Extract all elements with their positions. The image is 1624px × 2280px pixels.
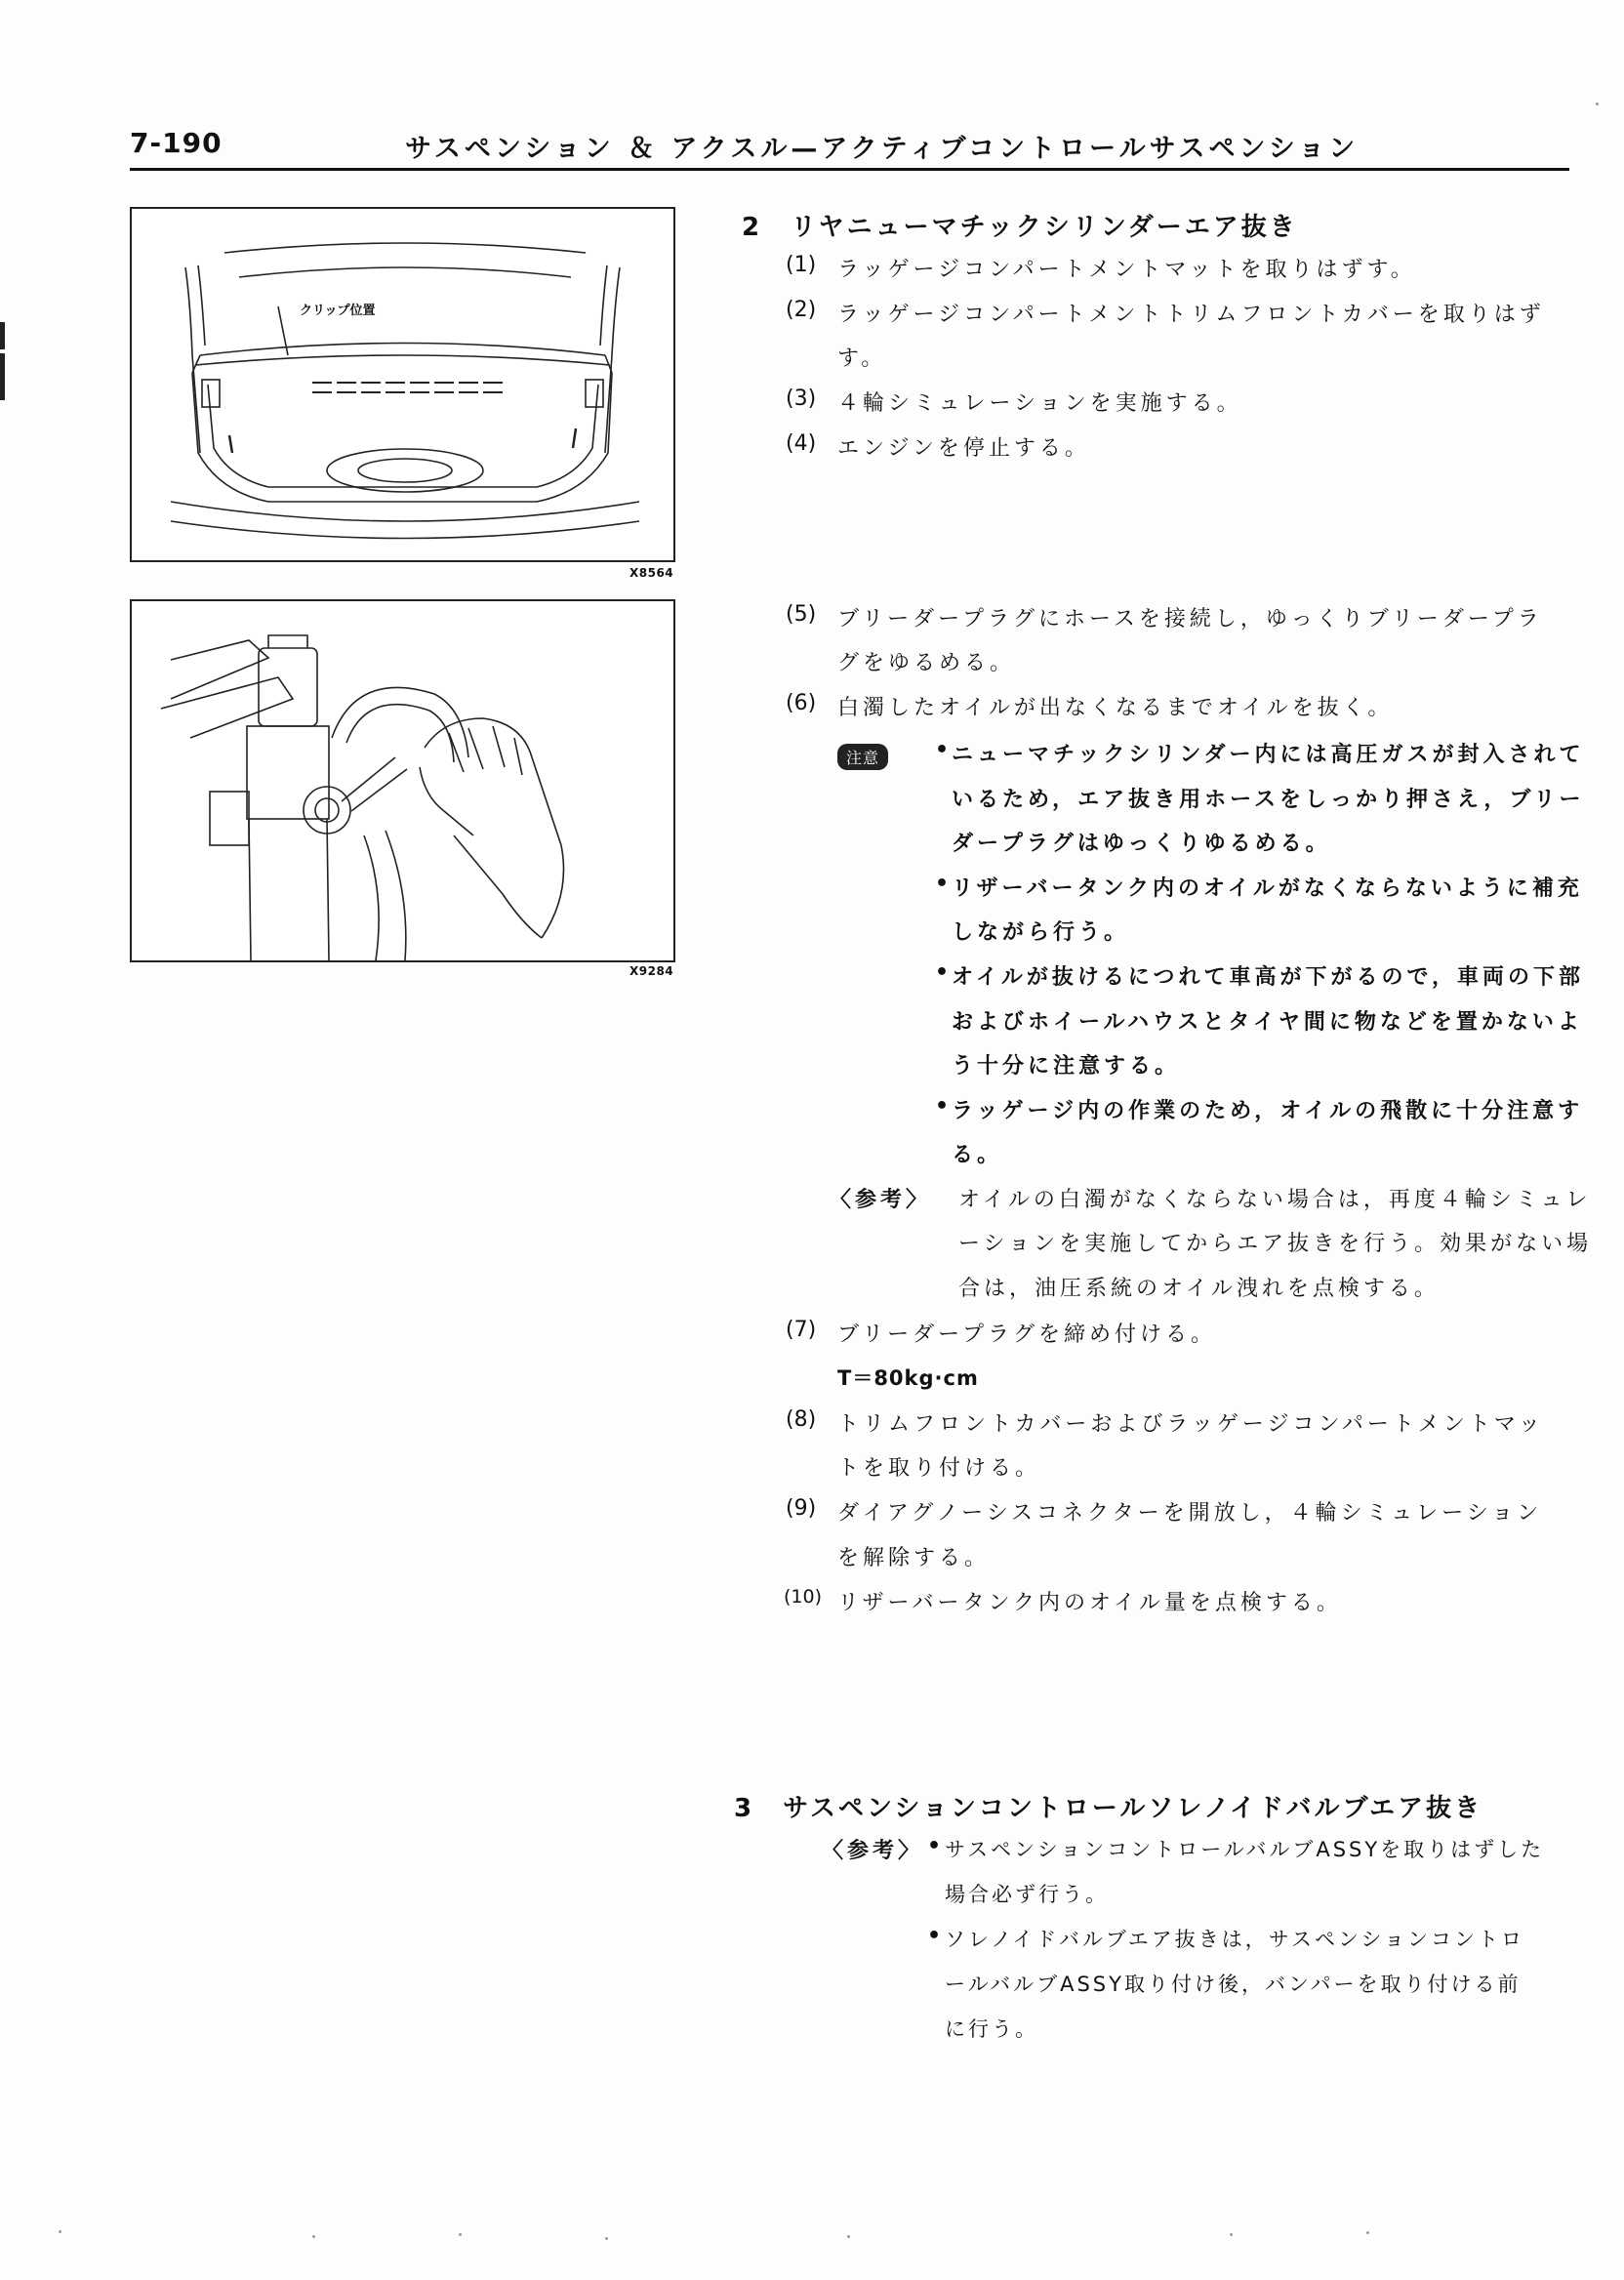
section-heading: 3 サスペンションコントロールソレノイドバルブエア抜き (734, 1794, 1483, 1823)
step-number: (7) (786, 1318, 817, 1342)
header-rule (130, 168, 1569, 171)
note-label: 〈参考〉 (822, 1839, 924, 1863)
step-number: (4) (786, 431, 817, 456)
section-heading: 2 リヤニューマチックシリンダーエア抜き (742, 213, 1298, 242)
step-text: ブリーダープラグにホースを接続し，ゆっくりブリーダープラ (837, 607, 1543, 631)
note-text: 合は，油圧系統のオイル洩れを点検する。 (958, 1277, 1440, 1301)
note-text: オイルの白濁がなくならない場合は，再度４輪シミュレ (958, 1188, 1592, 1212)
step-text: す。 (837, 346, 887, 371)
figure-code: X8564 (629, 566, 674, 580)
note-label: 〈参考〉 (830, 1188, 932, 1212)
torque-spec: T＝80kg·cm (837, 1366, 979, 1390)
bullet-icon: • (927, 1924, 942, 1948)
edge-mark (0, 322, 5, 349)
caution-text: う十分に注意する。 (952, 1054, 1181, 1079)
bullet-icon: • (935, 738, 950, 762)
note-text: ールバルブASSY取り付け後，バンパーを取り付ける前 (945, 1973, 1522, 1996)
page-title: サスペンション ＆ アクスル—アクティブコントロールサスペンション (405, 134, 1360, 164)
step-text: グをゆるめる。 (837, 651, 1016, 675)
scan-speck (1366, 2231, 1369, 2234)
caution-text: ラッゲージ内の作業のため，オイルの飛散に十分注意す (952, 1099, 1584, 1123)
caution-text: ニューマチックシリンダー内には高圧ガスが封入されて (952, 743, 1585, 767)
caution-text: リザーバータンク内のオイルがなくならないように補充 (952, 876, 1583, 901)
step-text: エンジンを停止する。 (837, 436, 1090, 461)
caution-text: オイルが抜けるにつれて車高が下がるので，車両の下部 (952, 965, 1585, 990)
scan-speck (1230, 2233, 1233, 2236)
scan-speck (312, 2235, 315, 2238)
step-text: ダイアグノーシスコネクターを開放し，４輪シミュレーション (837, 1501, 1543, 1526)
step-number: (6) (786, 691, 817, 715)
bleeder-plug-illustration (132, 601, 673, 960)
step-number: (9) (786, 1496, 817, 1521)
step-text: リザーバータンク内のオイル量を点検する。 (837, 1591, 1342, 1615)
note-text: ーションを実施してからエア抜きを行う。効果がない場 (958, 1232, 1593, 1256)
scan-speck (459, 2233, 462, 2236)
note-text: ソレノイドバルブエア抜きは，サスペンションコントロ (945, 1928, 1525, 1951)
step-text: ラッゲージコンパートメントトリムフロントカバーを取りはず (837, 303, 1545, 327)
caution-text: およびホイールハウスとタイヤ間に物などを置かないよ (952, 1010, 1583, 1035)
clip-position-label: クリップ位置 (300, 304, 376, 318)
step-text: ４輪シミュレーションを実施する。 (837, 391, 1242, 416)
bullet-icon: • (927, 1834, 942, 1858)
note-text: 場合必ず行う。 (945, 1883, 1109, 1906)
step-text: ラッゲージコンパートメントマットを取りはずす。 (837, 258, 1416, 282)
scan-speck (847, 2235, 850, 2238)
bullet-icon: • (935, 960, 950, 985)
bullet-icon: • (935, 872, 950, 896)
scan-speck (605, 2237, 608, 2240)
step-number: (8) (786, 1407, 817, 1432)
step-number: (5) (786, 602, 817, 627)
step-text: トを取り付ける。 (837, 1456, 1041, 1481)
bullet-icon: • (935, 1094, 950, 1119)
page-number: 7-190 (130, 127, 223, 159)
note-text: サスペンションコントロールバルブASSYを取りはずした (945, 1838, 1545, 1861)
edge-mark (0, 353, 5, 400)
step-text: ブリーダープラグを締め付ける。 (837, 1323, 1217, 1347)
step-number: (2) (786, 298, 817, 322)
luggage-compartment-illustration (132, 209, 673, 560)
figure-code: X9284 (629, 964, 674, 978)
caution-text: ダープラグはゆっくりゆるめる。 (952, 832, 1331, 856)
step-text: を解除する。 (837, 1546, 991, 1570)
caution-text: る。 (952, 1143, 1003, 1167)
figure-luggage-compartment (130, 207, 675, 562)
step-text: 白濁したオイルが出なくなるまでオイルを抜く。 (837, 696, 1394, 720)
step-number: (1) (786, 253, 817, 277)
step-number: (3) (786, 387, 817, 411)
caution-badge: 注意 (837, 744, 888, 770)
step-number: (10) (784, 1586, 823, 1608)
step-text: トリムフロントカバーおよびラッゲージコンパートメントマッ (837, 1412, 1544, 1437)
scan-speck (59, 2230, 61, 2233)
scan-speck (1596, 102, 1599, 105)
caution-text: しながら行う。 (952, 920, 1130, 945)
note-text: に行う。 (945, 2017, 1038, 2041)
caution-text: いるため，エア抜き用ホースをしっかり押さえ，ブリー (952, 788, 1585, 812)
figure-bleeder-plug (130, 599, 675, 962)
